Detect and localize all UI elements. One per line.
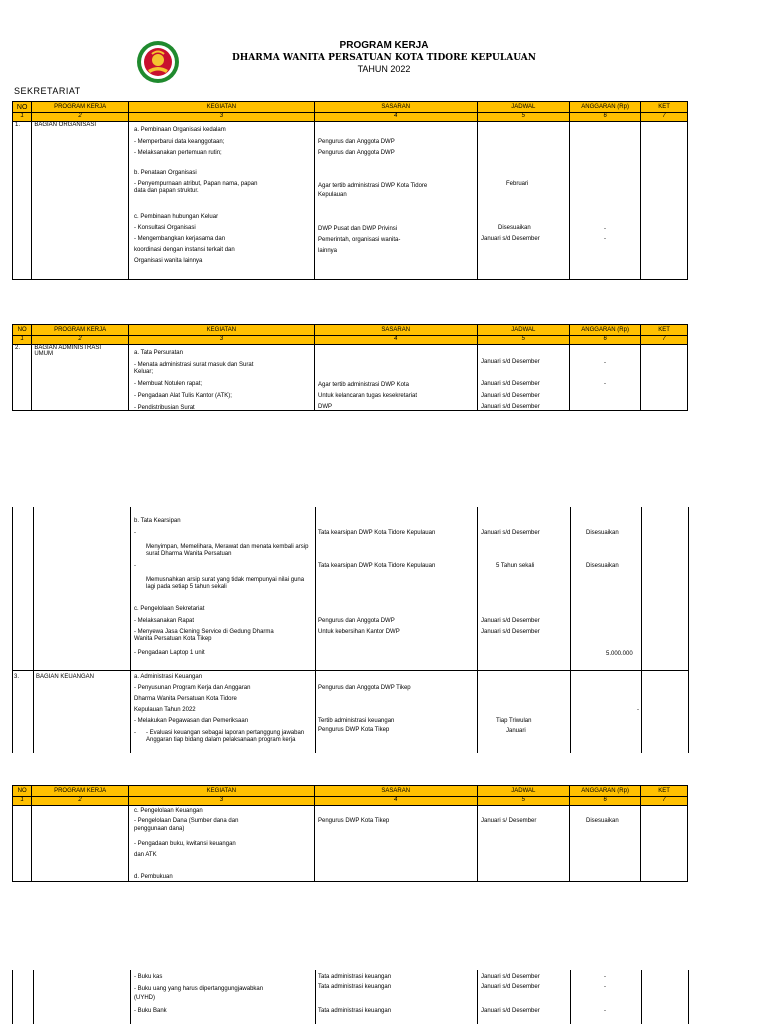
table-index-row	[13, 336, 688, 345]
activity-heading: b. Tata Kearsipan	[134, 518, 181, 524]
col-index: 1	[13, 336, 32, 345]
target-text: Pengurus dan Anggota DWP	[318, 618, 395, 624]
document-subtitle: DHARMA WANITA PERSATUAN KOTA TIDORE KEPULAUAN	[232, 53, 536, 63]
budget-text: -	[604, 1008, 606, 1014]
schedule-text: Januari s/d Desember	[481, 618, 540, 624]
col-header: NO	[13, 102, 32, 113]
table-header-row	[13, 786, 688, 797]
table-index-row	[13, 113, 688, 122]
col-header: NO	[13, 786, 32, 797]
schedule-text: Januari s/ Desember	[481, 818, 537, 824]
document-title: PROGRAM KERJA	[339, 40, 429, 51]
target-text: Pengurus DWP Kota Tikep	[318, 727, 390, 733]
activity-item: penggunaan dana)	[134, 826, 185, 832]
activity-item: - Buku uang yang harus dipertanggungjawabkan	[134, 986, 264, 992]
target-text: Pengurus dan Anggota DWP Tikep	[318, 685, 411, 691]
activity-heading: c. Pembinaan hubungan Keluar	[134, 214, 219, 220]
budget-text: Disesuaikan	[586, 530, 619, 536]
schedule-text: Januari s/d Desember	[481, 236, 540, 242]
target-text: Untuk kelancaran tugas kesekretariat	[318, 393, 418, 399]
budget-text: Disesuaikan	[586, 818, 619, 824]
row-number: 3.	[14, 674, 20, 680]
budget-text: -	[604, 381, 606, 387]
table-row	[13, 345, 688, 411]
schedule-text: Januari s/d Desember	[481, 974, 540, 980]
row-number: 2.	[13, 345, 32, 411]
schedule-text: Januari s/d Desember	[481, 359, 540, 365]
activity-item: - Buku Bank	[134, 1008, 167, 1014]
table-border	[570, 507, 571, 753]
activity-item: Keluar;	[134, 369, 154, 375]
col-header: JADWAL	[477, 786, 570, 797]
table-header-row	[13, 325, 688, 336]
col-index: 3	[128, 797, 314, 806]
activity-item: - Pendistribusian Surat	[134, 405, 195, 411]
program-name: BAGIAN ORGANISASI	[32, 122, 129, 280]
col-header: PROGRAM KERJA	[32, 325, 129, 336]
schedule-text: Januari s/d Desember	[481, 984, 540, 990]
activity-item: koordinasi dengan instansi terkait dan	[134, 247, 235, 253]
budget-text: 5.000.000	[606, 651, 633, 657]
activity-item: data dan papan struktur.	[134, 188, 199, 194]
activity-item: - Buku kas	[134, 974, 163, 980]
col-header: JADWAL	[477, 102, 570, 113]
budget-text: Disesuaikan	[586, 563, 619, 569]
col-index: 2	[32, 113, 129, 122]
col-index: 7	[641, 797, 688, 806]
activity-heading: c. Pengelolaan Keuangan	[134, 808, 203, 814]
activity-item: - Pengadaan buku, kwitansi keuangan	[134, 841, 236, 847]
col-index: 3	[128, 113, 314, 122]
table-border	[315, 970, 316, 1024]
col-header: KET	[641, 325, 688, 336]
table-header-row	[13, 102, 688, 113]
col-index: 6	[570, 797, 641, 806]
schedule-text: Januari s/d Desember	[481, 404, 540, 410]
col-index: 3	[128, 336, 314, 345]
col-header: JADWAL	[477, 325, 570, 336]
table-border	[130, 507, 131, 753]
col-index: 2	[32, 797, 129, 806]
col-index: 6	[570, 336, 641, 345]
table-border	[33, 507, 34, 753]
schedule-text: Tiap Triwulan	[496, 718, 532, 724]
target-text: Agar tertib administrasi DWP Kota	[318, 382, 409, 388]
activity-item: - Penyempurnaan atribut, Papan nama, papan	[134, 181, 258, 187]
activity-heading: b. Penataan Organisasi	[134, 170, 197, 176]
col-index: 4	[314, 797, 477, 806]
budget-text: -	[604, 360, 606, 366]
activity-item: - Evaluasi keuangan sebagai laporan pertanggung jawaban Anggaran tiap bidang dalam pelaksanaan program kerja	[146, 730, 305, 743]
col-index: 6	[570, 113, 641, 122]
target-text: Tata kearsipan DWP Kota Tidore Kepulauan	[318, 563, 436, 569]
target-text: Tertib administrasi keuangan	[318, 718, 395, 724]
activity-heading: a. Tata Persuratan	[134, 350, 183, 356]
table-border	[641, 970, 642, 1024]
activity-heading: a. Pembinaan Organisasi kedalam	[134, 127, 226, 133]
col-header: KEGIATAN	[128, 325, 314, 336]
activity-item: - Penyusunan Program Kerja dan Anggaran	[134, 685, 251, 691]
activity-item: - Pengadaan Laptop 1 unit	[134, 650, 205, 656]
table-border	[12, 507, 13, 753]
table-index-row	[13, 797, 688, 806]
document-year: TAHUN 2022	[357, 64, 411, 74]
table-border	[688, 507, 689, 753]
col-header: ANGGARAN (Rp)	[570, 325, 641, 336]
activity-item-bullet: -	[134, 530, 136, 536]
table-border	[33, 970, 34, 1024]
activity-item: Memusnahkan arsip surat yang tidak mempunyai nilai guna lagi pada setiap 5 tahun sekali	[146, 577, 305, 590]
program-name-line: UMUM	[34, 351, 53, 357]
schedule-text: Januari s/d Desember	[481, 1008, 540, 1014]
col-header: PROGRAM KERJA	[32, 786, 129, 797]
col-index: 5	[477, 336, 570, 345]
col-index: 7	[641, 113, 688, 122]
activity-heading: d. Pembukuan	[134, 874, 173, 880]
target-text: Tata administrasi keuangan	[318, 984, 392, 990]
activity-item: - Menata administrasi surat masuk dan Surat	[134, 362, 254, 368]
activity-item: Menyimpan, Memelihara, Merawat dan menata kembali arsip surat Dharma Wanita Persatuan	[146, 544, 309, 557]
col-index: 2	[32, 336, 129, 345]
activity-item: dan ATK	[134, 852, 157, 858]
target-text: DWP	[318, 404, 332, 410]
col-index: 1	[13, 113, 32, 122]
col-header: ANGGARAN (Rp)	[570, 102, 641, 113]
table-border	[570, 970, 571, 1024]
program-name: BAGIAN KEUANGAN	[36, 674, 95, 680]
activity-item: - Pengadaan Alat Tulis Kantor (ATK);	[134, 393, 232, 399]
table-border	[688, 970, 689, 1024]
target-text: Kepulauan	[318, 192, 347, 198]
activity-item: - Mengembangkan kerjasama dan	[134, 236, 226, 242]
target-text: Untuk kebersihan Kantor DWP	[318, 629, 400, 635]
col-header: KET	[641, 786, 688, 797]
col-header: NO	[13, 325, 32, 336]
activity-item: - Melaksanakan Rapat	[134, 618, 195, 624]
schedule-text: Januari s/d Desember	[481, 629, 540, 635]
program-table-1	[12, 101, 688, 280]
schedule-text: Januari	[506, 728, 526, 734]
col-index: 1	[13, 797, 32, 806]
section-title: SEKRETARIAT	[14, 86, 81, 96]
col-header: KEGIATAN	[128, 102, 314, 113]
target-text: Pemerintah, organisasi wanita-	[318, 237, 401, 243]
activity-item: - Menyewa Jasa Clening Service di Gedung Dharma	[134, 629, 274, 635]
schedule-text: Disesuaikan	[498, 225, 531, 231]
col-header: KET	[641, 102, 688, 113]
target-text: Pengurus DWP Kota Tikep	[318, 818, 390, 824]
table-border	[477, 970, 478, 1024]
table-row	[13, 806, 688, 882]
activity-item-bullet: -	[134, 730, 136, 736]
target-text: Tata administrasi keuangan	[318, 974, 392, 980]
activity-item: - Pengelolaan Dana (Sumber dana dan	[134, 818, 239, 824]
col-header: ANGGARAN (Rp)	[570, 786, 641, 797]
activity-item: (UYHD)	[134, 995, 155, 1001]
table-border	[477, 507, 478, 753]
target-text: DWP Pusat dan DWP Privinsi	[318, 226, 398, 232]
table-border	[641, 507, 642, 753]
target-text: Agar tertib administrasi DWP Kota Tidore	[318, 183, 428, 189]
col-header: KEGIATAN	[128, 786, 314, 797]
activity-item: Kepulauan Tahun 2022	[134, 707, 196, 713]
program-table-3	[12, 785, 688, 882]
activity-item: - Memperbarui data keanggotaan;	[134, 139, 225, 145]
target-text: Pengurus dan Anggota DWP	[318, 139, 395, 145]
budget-text: -	[604, 226, 606, 232]
col-index: 5	[477, 797, 570, 806]
target-text: Tata kearsipan DWP Kota Tidore Kepulauan	[318, 530, 436, 536]
table-border	[12, 670, 689, 671]
col-header: SASARAN	[314, 786, 477, 797]
col-index: 4	[314, 113, 477, 122]
budget-text: -	[637, 707, 639, 713]
budget-text: -	[604, 984, 606, 990]
activity-heading: c. Pengelolaan Sekretariat	[134, 606, 205, 612]
target-text: Pengurus dan Anggota DWP	[318, 150, 395, 156]
col-index: 7	[641, 336, 688, 345]
activity-item-bullet: -	[134, 563, 136, 569]
target-text: Tata administrasi keuangan	[318, 1008, 392, 1014]
activity-item: - Konsultasi Organisasi	[134, 225, 196, 231]
col-header: SASARAN	[314, 102, 477, 113]
schedule-text: Januari s/d Desember	[481, 381, 540, 387]
activity-item: Dharma Wanita Persatuan Kota Tidore	[134, 696, 237, 702]
activity-item: - Melakukan Pegawasan dan Pemeriksaan	[134, 718, 249, 724]
schedule-text: Januari s/d Desember	[481, 530, 540, 536]
col-index: 4	[314, 336, 477, 345]
table-border	[130, 970, 131, 1024]
col-index: 5	[477, 113, 570, 122]
row-number: 1.	[13, 122, 32, 280]
program-name	[32, 345, 129, 411]
col-header: SASARAN	[314, 325, 477, 336]
schedule-text: Januari s/d Desember	[481, 393, 540, 399]
schedule-text: 5 Tahun sekali	[496, 563, 535, 569]
budget-text: -	[604, 236, 606, 242]
schedule-text: Februari	[506, 181, 529, 187]
table-border	[315, 507, 316, 753]
target-text: lainnya	[318, 248, 338, 254]
activity-item: - Melaksanakan pertemuan rutin;	[134, 150, 222, 156]
activity-item: - Membuat Notulen rapat;	[134, 381, 203, 387]
activity-heading: a. Administrasi Keuangan	[134, 674, 203, 680]
program-name-line: BAGIAN ADMINISTRASI	[34, 345, 101, 351]
col-header: PROGRAM KERJA	[32, 102, 129, 113]
table-border	[12, 970, 13, 1024]
activity-item: Wanita Persatuan Kota Tikep	[134, 636, 212, 642]
budget-text: -	[604, 974, 606, 980]
activity-item: Organisasi wanita lainnya	[134, 258, 203, 264]
